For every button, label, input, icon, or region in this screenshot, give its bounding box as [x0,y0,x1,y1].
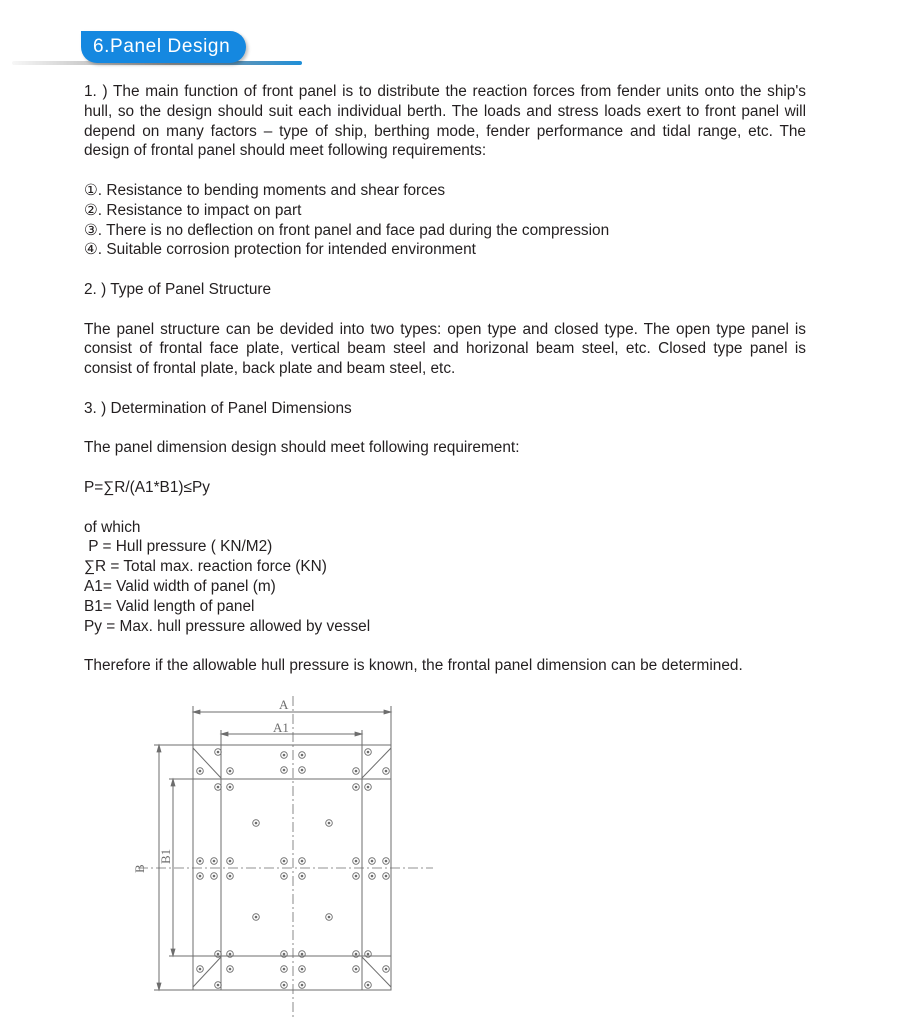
bolt-hole-center [283,754,286,757]
bolt-hole-center [213,875,216,878]
heading-panel-structure: 2. ) Type of Panel Structure [84,280,272,298]
conclusion-paragraph: Therefore if the allowable hull pressure is known, the frontal panel dimension can be determined. [84,657,743,675]
bolt-hole-center [328,822,331,825]
bolt-hole-center [199,968,202,971]
bolt-hole-center [355,860,358,863]
bolt-hole-center [355,786,358,789]
bolt-hole-center [301,769,304,772]
bolt-hole-center [301,860,304,863]
bolt-hole-center [301,875,304,878]
bolt-hole-center [229,968,232,971]
requirement-item: ④. Suitable corrosion protection for intended environment [84,241,476,259]
dim-label-b1: B1 [158,848,173,864]
bolt-hole-center [283,953,286,956]
definition-item: A1= Valid width of panel (m) [84,577,276,595]
formula: P=∑R/(A1*B1)≤Py [84,478,210,496]
panel-diagram [128,692,438,1024]
bolt-hole-center [367,953,370,956]
dim-label-a: A [279,697,289,712]
bolt-hole-center [355,770,358,773]
bolt-hole-center [199,860,202,863]
bolt-hole-center [385,770,388,773]
bolt-hole-center [367,786,370,789]
bolt-hole-center [301,754,304,757]
bolt-hole-center [283,968,286,971]
bolt-hole-center [199,770,202,773]
bolt-hole-center [229,786,232,789]
definition-item: Py = Max. hull pressure allowed by vessel [84,617,371,635]
bolt-hole-center [385,968,388,971]
bolt-hole-center [301,984,304,987]
bolt-hole-center [283,769,286,772]
bolt-hole-center [283,860,286,863]
intro-paragraph: 1. ) The main function of front panel is to distribute the reaction forces from fender units onto the ship's hull, so the design should suit each individual berth. The loads and stress loads exert to front panel will depend on many factors – type of ship, berthing mode, fender performance and tidal range, etc. The design of frontal panel should meet following requirements: [84,83,806,160]
bolt-hole-center [213,860,216,863]
bolt-hole-center [371,860,374,863]
bolt-hole-center [229,770,232,773]
bolt-hole-center [217,953,220,956]
bolt-hole-center [217,786,220,789]
bolt-hole-center [367,751,370,754]
structure-paragraph: The panel structure can be devided into two types: open type and closed type. The open type panel is consist of frontal face plate, vertical beam steel and horizonal beam steel, etc. Closed type panel is consist of frontal plate, back plate and beam steel, etc. [84,320,806,378]
bolt-hole-center [255,822,258,825]
requirement-item: ②. Resistance to impact on part [84,201,302,219]
bolt-hole-center [355,953,358,956]
bolt-hole-center [283,875,286,878]
requirement-item: ①. Resistance to bending moments and shear forces [84,181,446,199]
requirement-paragraph: The panel dimension design should meet following requirement: [84,439,520,457]
definition-item: B1= Valid length of panel [84,597,255,615]
requirement-item: ③. There is no deflection on front panel and face pad during the compression [84,221,610,239]
bolt-hole-center [255,916,258,919]
outer-panel [193,745,391,990]
bolt-hole-center [355,875,358,878]
bolt-hole-center [367,984,370,987]
dim-label-b: B [132,864,147,873]
bolt-hole-center [229,953,232,956]
document-body [84,82,806,676]
bolt-hole-center [229,875,232,878]
of-which-label: of which [84,518,141,536]
bolt-hole-center [229,860,232,863]
bolt-hole-center [328,916,331,919]
bolt-hole-center [355,968,358,971]
definition-item: ∑R = Total max. reaction force (KN) [84,558,327,576]
bolt-hole-center [371,875,374,878]
bolt-hole-center [385,860,388,863]
heading-panel-dimensions: 3. ) Determination of Panel Dimensions [84,399,352,417]
section-title: 6.Panel Design [81,31,246,63]
bolt-hole-center [301,953,304,956]
inner-panel [221,745,362,990]
definition-item: P = Hull pressure ( KN/M2) [84,538,273,556]
bolt-hole-center [301,968,304,971]
bolt-hole-center [199,875,202,878]
bolt-hole-center [385,875,388,878]
bolt-hole-center [283,984,286,987]
dim-label-a1: A1 [273,720,289,735]
bolt-hole-center [217,984,220,987]
bolt-hole-center [217,751,220,754]
